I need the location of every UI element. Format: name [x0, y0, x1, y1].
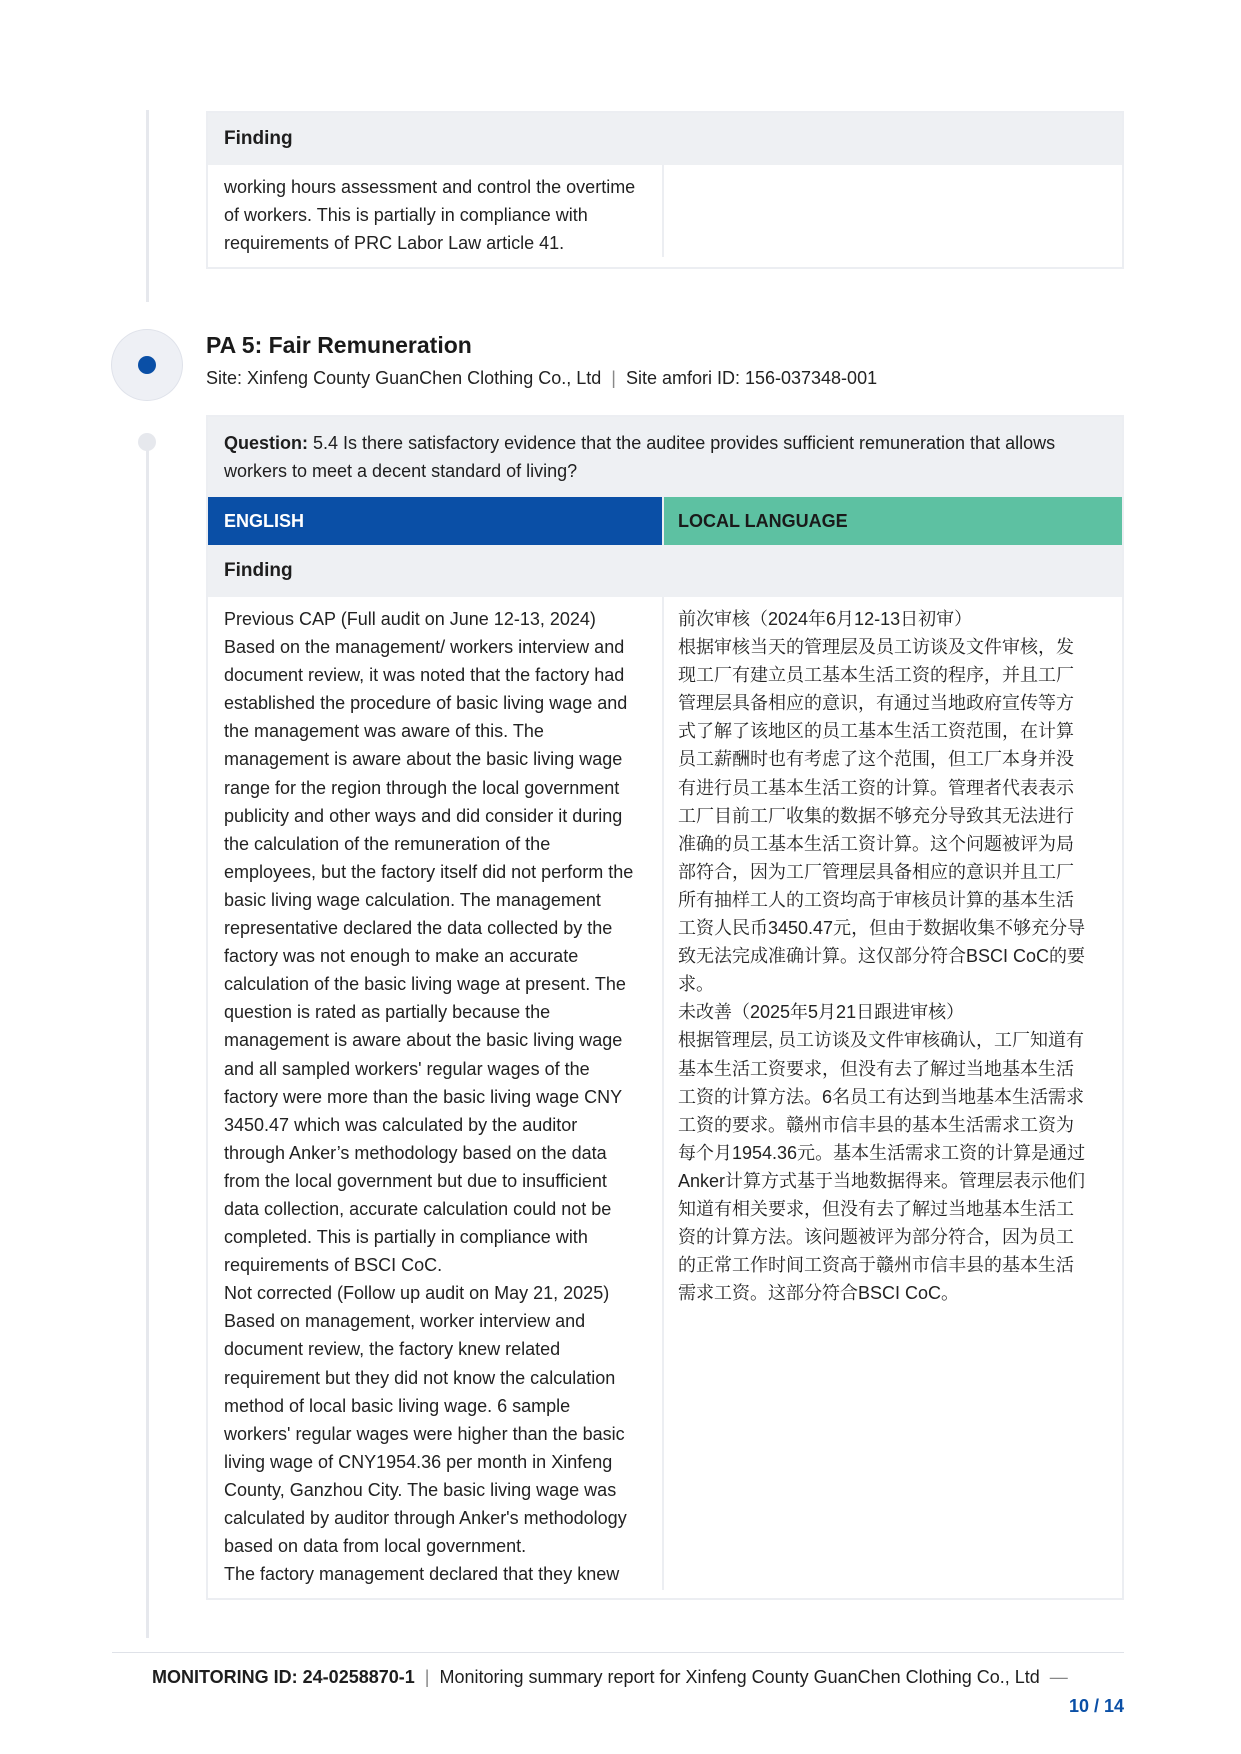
page-number: 10 / 14 [1068, 1696, 1124, 1716]
language-header-row [208, 497, 1122, 545]
footer [152, 1667, 1078, 1688]
site-id-label: Site amfori ID: 156-037348-001 [625, 368, 878, 388]
english-cell [208, 597, 664, 1590]
local-cell [664, 597, 1122, 1590]
english-finding-text: working hours assessment and control the overtime of workers. This is partially in compliance with requirements of PRC Labor Law article 41. [224, 177, 636, 254]
english-finding-text: Previous CAP (Full audit on June 12-13, 2024) Based on the management/ workers interview and document review, it was noted that the factory had established the procedure of basic living wage and the management was aware of this. The management is aware about the basic living wage range for the region through the local government publicity and other ways and did consider it during the calculation of the remuneration of the employees, but the factory itself did not perform the basic living wage calculation. The management representative declared the data collected by the factory was not enough to make an accurate calculation of the basic living wage at present. The question is rated as partially because the management is aware about the basic living wage and all sampled workers' regular wages of the factory were more than the basic living wage CNY 3450.47 which was calculated by the auditor through Anker’s methodology based on the data from the local government but due to insufficient data collection, accurate calculation could not be completed. This is partially in compliance with requirements of BSCI CoC. Not corrected (Follow up audit on May 21, 2025) Based on management, worker interview and document review, the factory knew related requirement but they did not know the calculation method of local basic living wage. 6 sample workers' regular wages were higher than the basic living wage of CNY1954.36 per month in Xinfeng County, Ganzhou City. The basic living wage was calculated by auditor through Anker's methodology based on data from local government. The factory management declared that they knew [224, 609, 634, 1585]
local-finding-text: 前次审核（2024年6月12-13日初审） 根据审核当天的管理层及员工访谈及文件审核，发 现工厂有建立员工基本生活工资的程序，并且工厂 管理层具备相应的意识，有通过当地政府宣传等方 式了解了该地区的员工基本生活工资范围，在计算 员工薪酬时也有考虑了这个范围，但工厂本身并没 有进行员工基本生活工资的计算。管理者代表表示 工厂目前工厂收集的数据不够充分导致其无法进行 准确的员工基本生活工资计算。这个问题被评为局 部符合，因为工厂管理层具备相应的意识并且工厂 所有抽样工人的工资均高于审核员计算的基本生活 工资人民币3450.47元，但由于数据收集不够充分导 致无法完成准确计算。这仅部分符合BSCI CoC的要 求。 未改善（2025年5月21日跟进审核） 根据管理层, 员工访谈及文件审核确认，工厂知道有 基本生活工资要求，但没有去了解过当地基本生活 工资的计算方法。6名员工有达到当地基本生活需求 工资的要求。赣州市信丰县的基本生活需求工资为 每个月1954.36元。基本生活需求工资的计算是通过 Anker计算方式基于当地数据得来。管理层表示他们 知道有相关要求，但没有去了解过当地基本生活工 资的计算方法。该问题被评为部分符合，因为员工 的正常工作时间工资高于赣州市信丰县的基本生活 需求工资。这部分符合BSCI CoC。 [678, 609, 1086, 1304]
finding-columns [208, 597, 1122, 1590]
timeline-marker [112, 330, 182, 400]
monitoring-id: MONITORING ID: 24-0258870-1 [152, 1667, 415, 1687]
finding-table-continued [206, 111, 1124, 269]
finding-columns [208, 165, 1122, 257]
english-cell [208, 165, 664, 257]
timeline-line [146, 438, 149, 1638]
finding-header: Finding [208, 545, 1122, 597]
question-block [208, 417, 1122, 497]
local-cell [664, 165, 1122, 257]
report-summary: Monitoring summary report for Xinfeng County GuanChen Clothing Co., Ltd [439, 1667, 1040, 1687]
section-title: PA 5: Fair Remuneration [206, 332, 472, 358]
timeline-marker-dot [138, 356, 156, 374]
question-text: 5.4 Is there satisfactory evidence that the auditee provides sufficient remuneration that allows workers to meet a decent standard of living? [224, 433, 1056, 481]
english-column-header: ENGLISH [208, 497, 664, 545]
footer-separator: | [424, 1667, 430, 1687]
footer-divider [112, 1652, 1124, 1653]
local-language-column-header: LOCAL LANGUAGE [664, 497, 1122, 545]
timeline-small-dot [138, 433, 156, 451]
site-separator: | [611, 368, 616, 388]
timeline-line [146, 110, 149, 302]
question-table [206, 415, 1124, 1600]
finding-header: Finding [208, 113, 1122, 165]
footer-dash: — [1049, 1667, 1068, 1687]
site-label: Site: Xinfeng County GuanChen Clothing Co., Ltd [206, 368, 602, 388]
site-info [206, 368, 877, 389]
question-label: Question: [224, 433, 308, 453]
